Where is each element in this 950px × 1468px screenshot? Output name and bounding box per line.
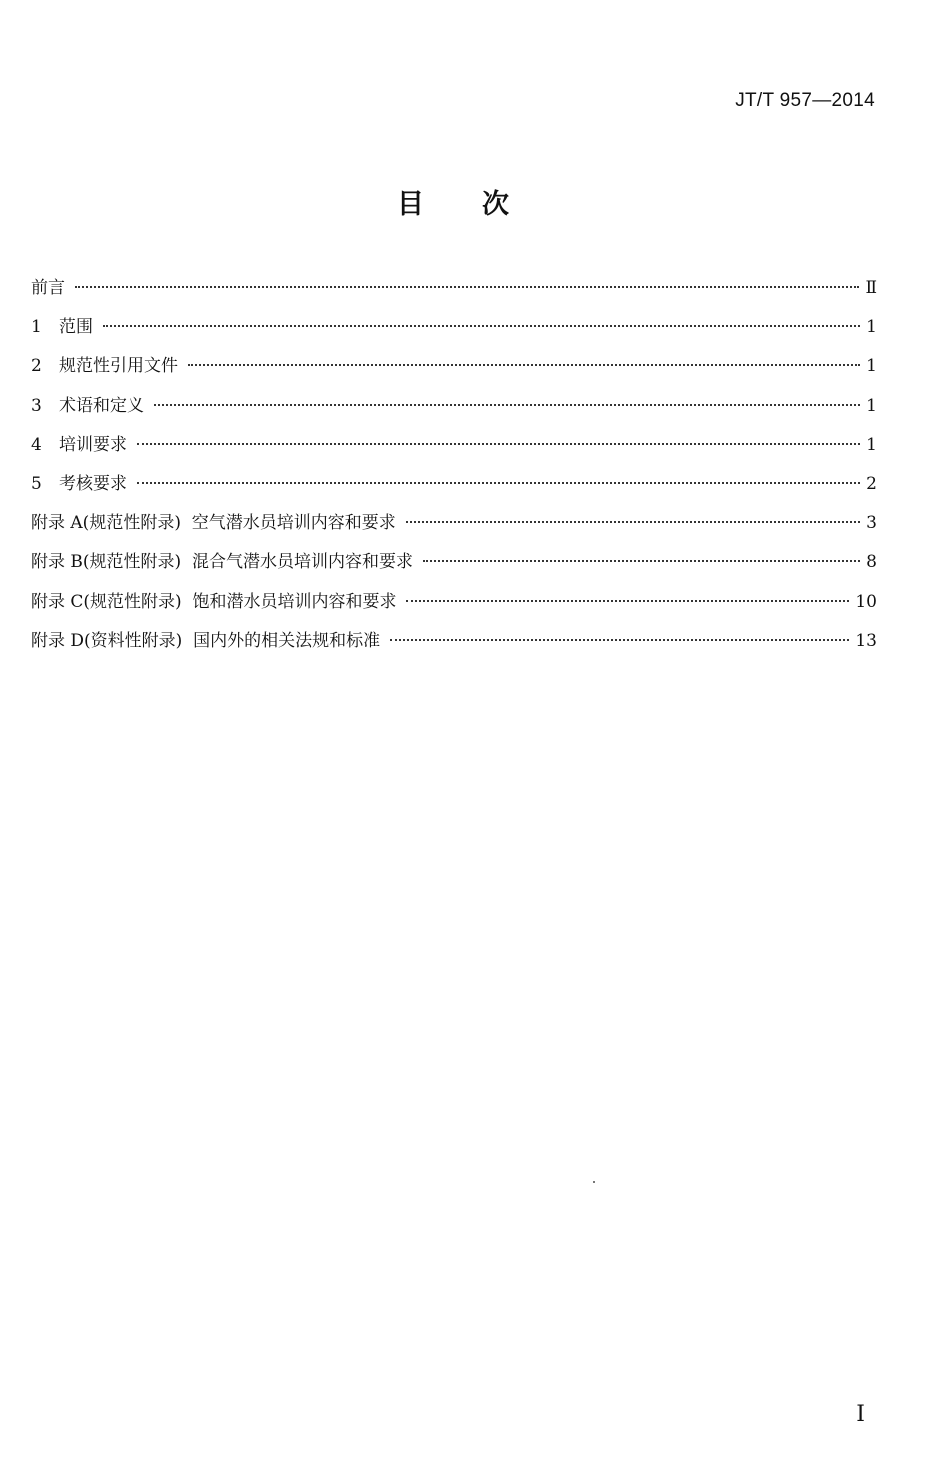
toc-entry-page: 1	[866, 356, 877, 377]
table-of-contents	[31, 276, 877, 668]
toc-entry-label: 范围	[59, 317, 93, 338]
toc-entry-page: 1	[866, 395, 877, 416]
toc-leader-dots	[103, 325, 860, 327]
toc-leader-dots	[390, 639, 849, 641]
page-title: 目次	[397, 189, 567, 220]
toc-entry-number: 1	[31, 317, 42, 338]
toc-entry-page: 10	[855, 591, 877, 612]
toc-entry-label: 考核要求	[59, 473, 127, 494]
toc-entry-label: 规范性引用文件	[59, 356, 178, 377]
toc-entry-label: 附录 C(规范性附录) 饱和潜水员培训内容和要求	[31, 591, 397, 612]
toc-leader-dots	[423, 560, 860, 562]
toc-entry-foreword[interactable]	[31, 276, 877, 315]
toc-entry-label: 附录 D(资料性附录) 国内外的相关法规和标准	[31, 630, 381, 651]
toc-entry-assessment-requirements[interactable]	[31, 472, 877, 511]
toc-entry-annex-c[interactable]	[31, 590, 877, 629]
toc-entry-label: 附录 A(规范性附录) 空气潜水员培训内容和要求	[31, 513, 396, 534]
toc-entry-page: 8	[866, 552, 877, 573]
toc-entry-page: Ⅱ	[865, 278, 877, 298]
toc-entry-scope[interactable]	[31, 315, 877, 354]
toc-entry-number: 2	[31, 356, 42, 377]
standard-code: JT/T 957—2014	[735, 90, 875, 111]
toc-entry-label: 术语和定义	[59, 395, 144, 416]
toc-leader-dots	[406, 521, 860, 523]
toc-entry-page: 3	[866, 513, 877, 534]
toc-entry-annex-d[interactable]	[31, 629, 877, 668]
toc-entry-annex-b[interactable]	[31, 550, 877, 589]
toc-entry-training-requirements[interactable]	[31, 433, 877, 472]
toc-entry-number: 5	[31, 473, 42, 494]
toc-entry-page: 1	[866, 434, 877, 455]
toc-entry-number: 4	[31, 434, 42, 455]
toc-leader-dots	[406, 600, 849, 602]
toc-entry-page: 2	[866, 473, 877, 494]
toc-entry-label: 前言	[31, 278, 65, 298]
toc-entry-normative-references[interactable]	[31, 354, 877, 393]
toc-entry-number: 3	[31, 395, 42, 416]
toc-entry-terms-definitions[interactable]	[31, 394, 877, 433]
page-number: I	[856, 1402, 865, 1427]
toc-leader-dots	[75, 286, 859, 288]
toc-leader-dots	[188, 364, 860, 366]
toc-entry-page: 13	[855, 630, 877, 651]
toc-entry-label: 培训要求	[59, 434, 127, 455]
toc-entry-page: 1	[866, 317, 877, 338]
toc-leader-dots	[137, 443, 860, 445]
toc-leader-dots	[137, 482, 860, 484]
toc-entry-label: 附录 B(规范性附录) 混合气潜水员培训内容和要求	[31, 552, 413, 573]
toc-leader-dots	[154, 404, 860, 406]
toc-entry-annex-a[interactable]	[31, 511, 877, 550]
scan-speck	[593, 1181, 595, 1183]
